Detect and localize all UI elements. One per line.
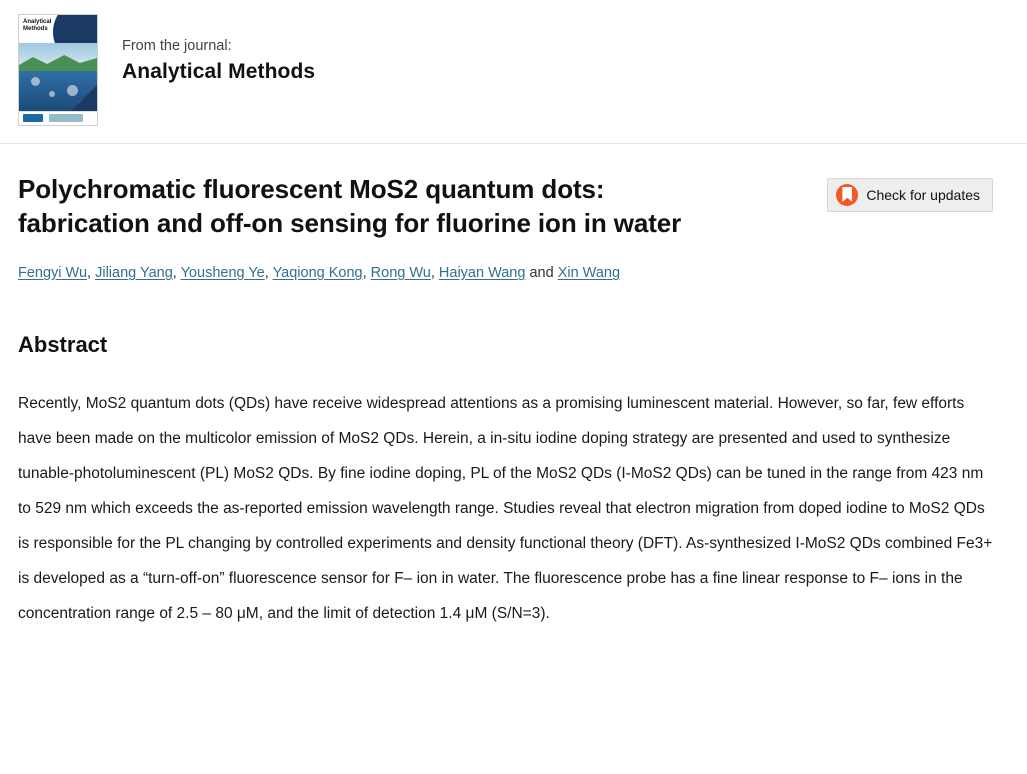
author-link[interactable]: Yaqiong Kong <box>272 265 363 281</box>
author-separator: , <box>362 265 367 281</box>
author-list <box>18 262 993 284</box>
cover-bubble-icon <box>31 77 40 86</box>
journal-info <box>122 14 315 84</box>
cover-bubble-icon <box>49 91 55 97</box>
author-link[interactable]: Yousheng Ye <box>180 265 265 281</box>
author-separator: , <box>172 265 177 281</box>
title-row <box>18 172 993 240</box>
publisher-wordmark-icon <box>49 114 83 122</box>
abstract-text: Recently, MoS2 quantum dots (QDs) have receive widespread attentions as a promising luminescent material. However, so far, few efforts have been made on the multicolor emission of MoS2 QDs. Herein, a in-situ iodine doping strategy are presented and used to synthesize tunable-photoluminescent (PL) MoS2 QDs. By fine iodine doping, PL of the MoS2 QDs (I-MoS2 QDs) can be tuned in the range from 423 nm to 529 nm which exceeds the as-reported emission wavelength range. Studies reveal that electron migration from doped iodine to MoS2 QDs is responsible for the PL changing by controlled experiments and density functional theory (DFT). As-synthesized I-MoS2 QDs combined Fe3+ is developed as a “turn-off-on” fluorescence sensor for F– ion in water. The fluorescence probe has a fine linear response to F– ions in the concentration range of 2.5 – 80 μM, and the limit of detection 1.4 μM (S/N=3). <box>18 395 993 622</box>
page-title: Polychromatic fluorescent MoS2 quantum dots: fabrication and off-on sensing for fluorine ion in water <box>18 174 682 238</box>
check-for-updates-button[interactable] <box>827 178 993 212</box>
article-content <box>0 144 1027 631</box>
publisher-logo-icon <box>23 114 43 122</box>
from-journal-label: From the journal: <box>122 38 232 54</box>
author-link[interactable]: Jiliang Yang <box>95 265 173 281</box>
cover-corner-shape <box>71 85 97 111</box>
journal-cover-image <box>18 14 98 126</box>
abstract-heading: Abstract <box>18 332 108 357</box>
crossmark-icon <box>836 184 858 206</box>
author-separator: , <box>264 265 269 281</box>
check-for-updates-label: Check for updates <box>866 187 980 203</box>
author-separator: , <box>87 265 92 281</box>
author-link[interactable]: Haiyan Wang <box>438 265 526 281</box>
author-link[interactable]: Xin Wang <box>557 265 621 281</box>
cover-footer <box>19 111 97 125</box>
cover-title-text: Analytical Methods <box>23 19 52 32</box>
author-link[interactable]: Rong Wu <box>370 265 431 281</box>
journal-header <box>0 0 1027 144</box>
authors-conjunction: and <box>529 265 554 281</box>
journal-name[interactable]: Analytical Methods <box>122 60 316 83</box>
author-separator: , <box>430 265 435 281</box>
author-link[interactable]: Fengyi Wu <box>18 265 88 281</box>
